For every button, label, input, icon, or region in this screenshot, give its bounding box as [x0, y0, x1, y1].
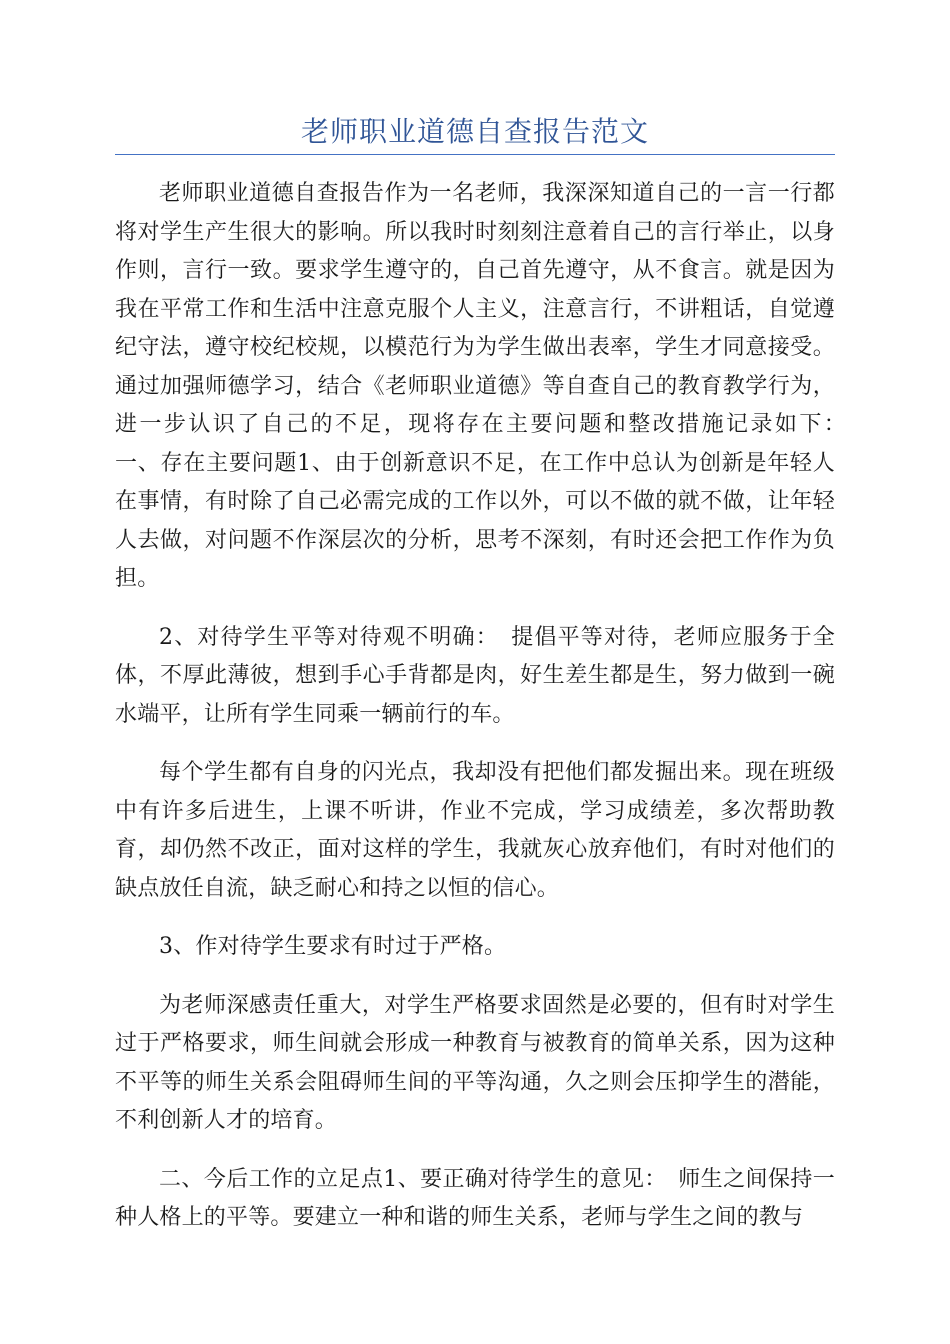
paragraph-future-work: 二、今后工作的立足点1、要正确对待学生的意见： 师生之间保持一种人格上的平等。要建立一种和谐的师生关系，老师与学生之间的教与 — [115, 1166, 835, 1230]
document-title: 老师职业道德自查报告范文 — [300, 115, 649, 148]
title-underline — [115, 154, 835, 155]
paragraph-equal-treatment: 2、对待学生平等对待观不明确： 提倡平等对待，老师应服务于全体，不厚此薄彼，想到手心手背都是肉，好生差生都是生，努力做到一碗水端平，让所有学生同乘一辆前行的车。 — [115, 624, 835, 727]
paragraph-bright-spots: 每个学生都有自身的闪光点，我却没有把他们都发掘出来。现在班级中有许多后进生，上课不听讲，作业不完成，学习成绩差，多次帮助教育，却仍然不改正，面对这样的学生，我就灰心放弃他们，有时对他们的缺点放任自流，缺乏耐心和持之以恒的信心。 — [115, 760, 835, 901]
paragraph-too-strict-heading: 3、作对待学生要求有时过于严格。 — [159, 934, 507, 959]
paragraph-intro: 老师职业道德自查报告作为一名老师，我深深知道自己的一言一行都将对学生产生很大的影响。所以我时时刻刻注意着自己的言行举止，以身作则，言行一致。要求学生遵守的，自己首先遵守，从不食言。就是因为我在平常工作和生活中注意克服个人主义，注意言行，不讲粗话，自觉遵纪守法，遵守校纪校规，以模范行为为学生做出表率，学生才同意接受。通过加强师德学习，结合《老师职业道德》等自查自己的教育教学行为，进一步认识了自己的不足，现将存在主要问题和整改措施记录如下： 一、存在主要问题1、由于创新意识不足，在工作中总认为创新是年轻人在事情，有时除了自己必需完成的工作以外，可以不做的就不做，让年轻人去做，对问题不作深层次的分析，思考不深刻，有时还会把工作作为负担。 — [115, 181, 858, 591]
document-body — [115, 175, 858, 1258]
paragraph-too-strict: 为老师深感责任重大，对学生严格要求固然是必要的，但有时对学生过于严格要求，师生间就会形成一种教育与被教育的简单关系，因为这种不平等的师生关系会阻碍师生间的平等沟通，久之则会压抑学生的潜能，不利创新人才的培育。 — [115, 992, 835, 1133]
